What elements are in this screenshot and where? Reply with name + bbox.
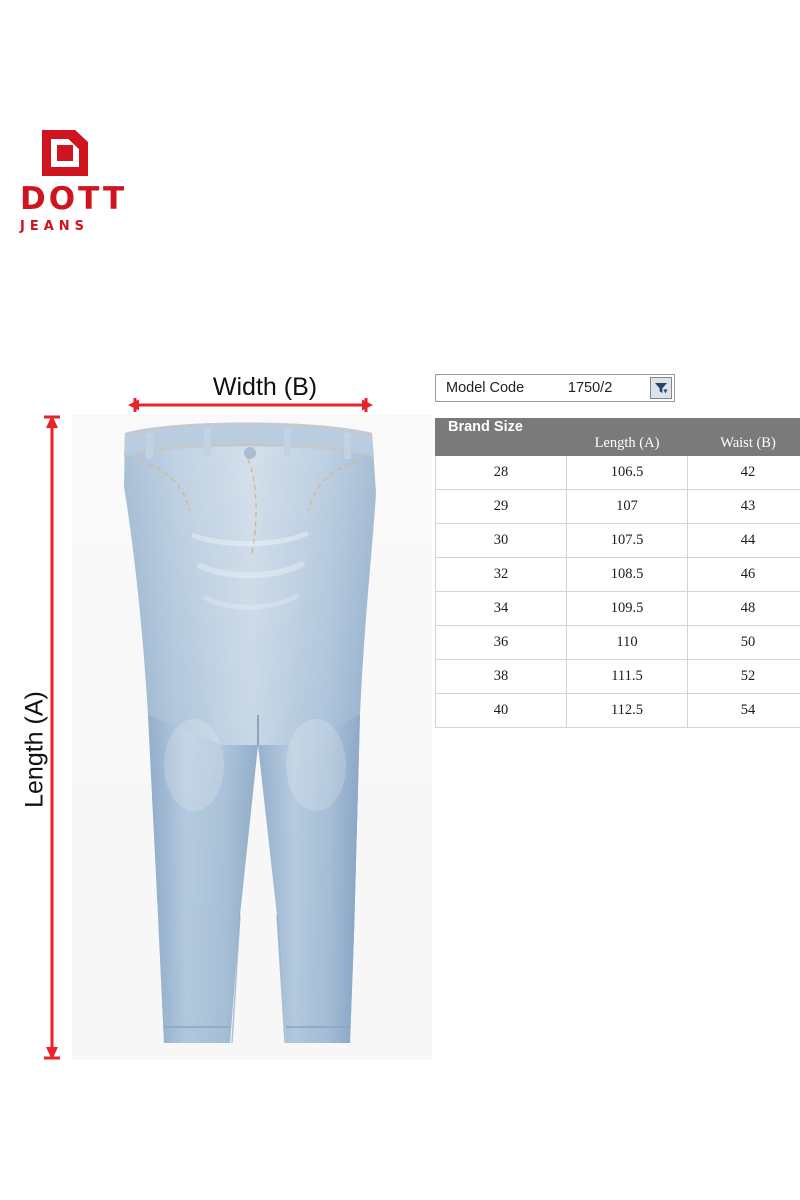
column-header-length: Length (A) xyxy=(567,419,688,456)
cell-brand-size: 29 xyxy=(436,490,567,524)
width-arrow-icon xyxy=(128,398,373,412)
cell-brand-size: 34 xyxy=(436,592,567,626)
table-row xyxy=(436,558,800,592)
cell-waist: 44 xyxy=(688,524,800,558)
column-header-waist: Waist (B) xyxy=(688,419,800,456)
cell-brand-size: 36 xyxy=(436,626,567,660)
filter-funnel-icon[interactable] xyxy=(650,377,672,399)
jeans-illustration xyxy=(72,415,432,1060)
cell-length: 107 xyxy=(567,490,688,524)
cell-length: 106.5 xyxy=(567,456,688,490)
length-annotation-label: Length (A) xyxy=(20,691,49,808)
brand-name: DOTT xyxy=(20,181,128,217)
cell-brand-size: 28 xyxy=(436,456,567,490)
table-row xyxy=(436,660,800,694)
table-row xyxy=(436,456,800,490)
cell-brand-size: 40 xyxy=(436,694,567,728)
table-row xyxy=(436,524,800,558)
cell-brand-size: 38 xyxy=(436,660,567,694)
brand-subtitle: JEANS xyxy=(20,219,90,234)
table-row xyxy=(436,490,800,524)
table-row xyxy=(436,626,800,660)
cell-length: 109.5 xyxy=(567,592,688,626)
dott-d-mark-icon xyxy=(42,130,88,176)
cell-waist: 42 xyxy=(688,456,800,490)
table-row xyxy=(436,592,800,626)
product-photo xyxy=(72,415,432,1060)
length-arrow-icon xyxy=(44,415,60,1060)
cell-waist: 43 xyxy=(688,490,800,524)
table-row xyxy=(436,694,800,728)
model-code-label: Model Code xyxy=(446,380,525,396)
model-code-value: 1750/2 xyxy=(567,380,613,396)
cell-length: 110 xyxy=(567,626,688,660)
cell-waist: 48 xyxy=(688,592,800,626)
cell-brand-size: 30 xyxy=(436,524,567,558)
cell-waist: 46 xyxy=(688,558,800,592)
cell-brand-size: 32 xyxy=(436,558,567,592)
cell-length: 111.5 xyxy=(567,660,688,694)
cell-length: 112.5 xyxy=(567,694,688,728)
cell-length: 107.5 xyxy=(567,524,688,558)
width-annotation-label: Width (B) xyxy=(212,373,318,401)
brand-logo xyxy=(20,130,210,233)
cell-waist: 52 xyxy=(688,660,800,694)
size-chart-table xyxy=(435,418,800,728)
cell-waist: 54 xyxy=(688,694,800,728)
model-code-row xyxy=(435,374,675,402)
cell-length: 108.5 xyxy=(567,558,688,592)
table-header-row xyxy=(436,419,800,456)
column-header-brand-size: Brand Size xyxy=(436,419,567,456)
cell-waist: 50 xyxy=(688,626,800,660)
